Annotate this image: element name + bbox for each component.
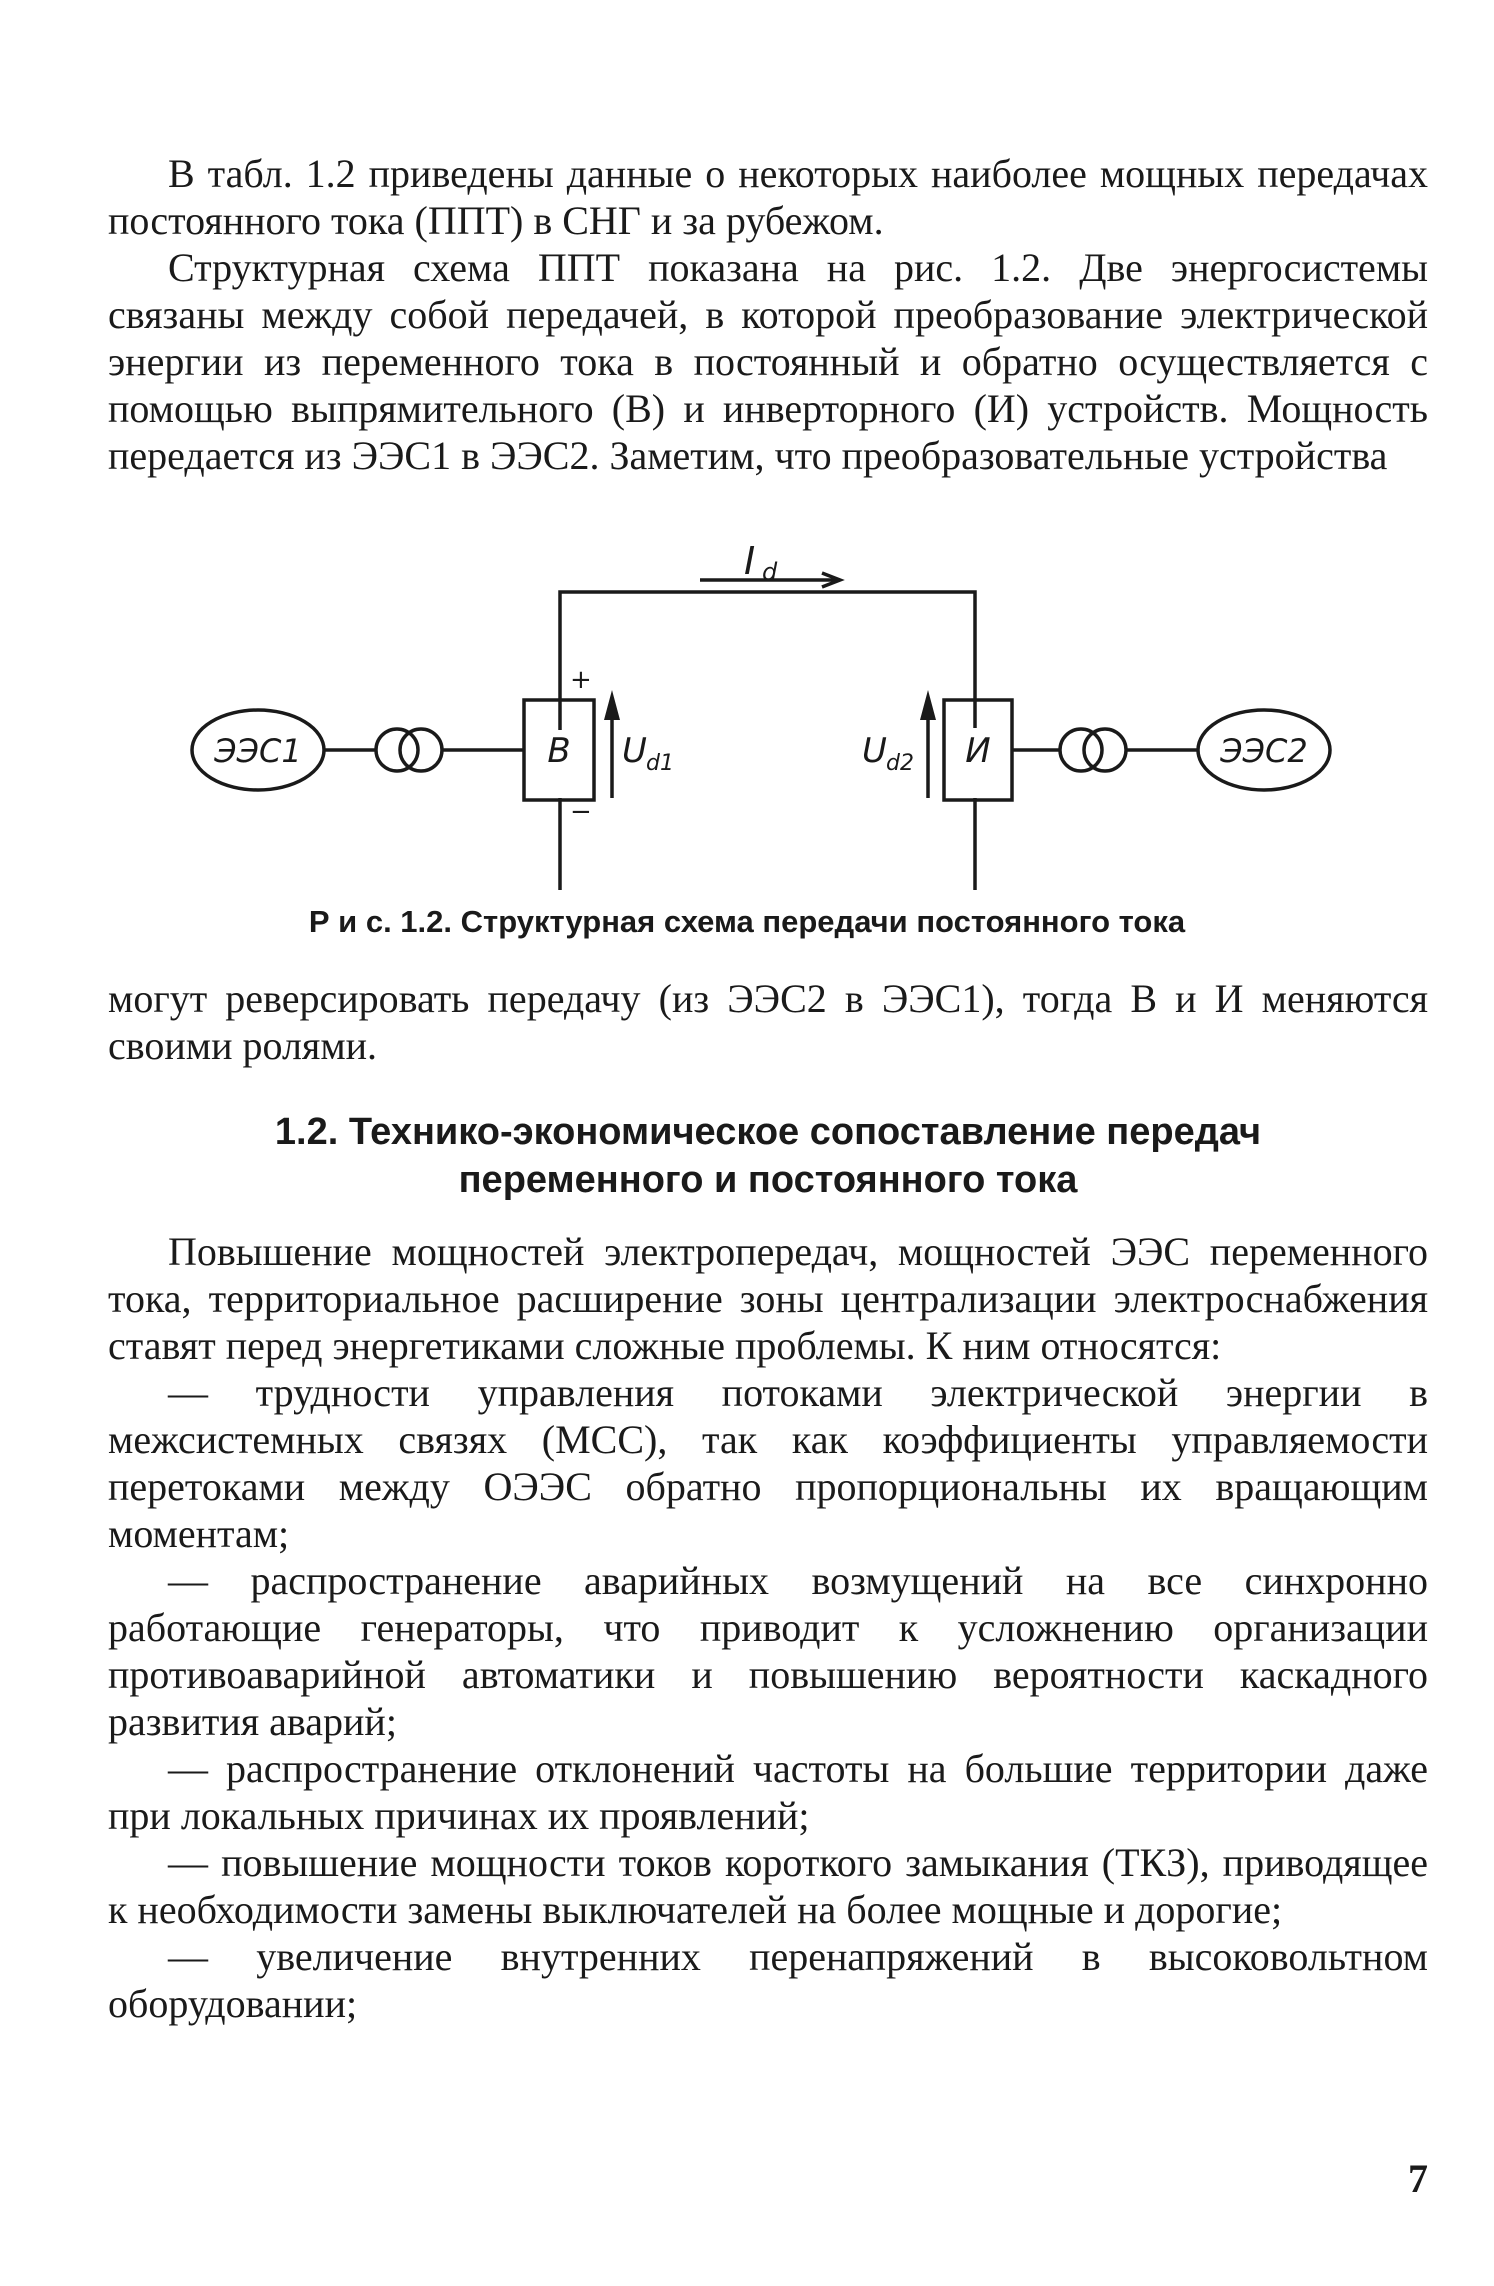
page-number: 7 — [1408, 2156, 1428, 2201]
paragraph-structure: Структурная схема ППТ показана на рис. 1.2. Две энергосистемы связаны между собой передачей, в которой преобразование электрической энергии из переменного тока в постоянный и обратно осуществляется с помощью выпрямительного (В) и инверторного (И) устройств. Мощность передается из ЭЭС1 в ЭЭС2. Заметим, что преобразовательные устройства — [108, 245, 1428, 478]
rectifier-label: В — [547, 731, 571, 771]
voltage-right-sub: d2 — [886, 751, 914, 776]
section-heading-line2: переменного и постоянного тока — [458, 1159, 1078, 1201]
bullet-item: — распространение аварийных возмущений на все синхронно работающие генераторы, что приводит к усложнению организации противоаварийной автоматики и повышению вероятности каскадного развития аварий; — [108, 1558, 1428, 1744]
inverter-label: И — [965, 731, 991, 771]
voltage-left-label: U — [622, 731, 647, 771]
current-sub: d — [762, 558, 778, 586]
bullet-item: — трудности управления потоками электрической энергии в межсистемных связях (МСС), так как коэффициенты управляемости перетоками между ОЭЭС обратно пропорциональны их вращающим моментам; — [108, 1370, 1428, 1556]
bullet-item: — повышение мощности токов короткого замыкания (ТКЗ), приводящее к необходимости замены выключателей на более мощные и дорогие; — [108, 1840, 1428, 1932]
current-label: I — [744, 539, 756, 583]
hvdc-diagram — [0, 530, 1494, 890]
bullet-item: — увеличение внутренних перенапряжений в высоковольтном оборудовании; — [108, 1934, 1428, 2026]
dc-line-top — [560, 592, 975, 730]
system-right-label: ЭЭС2 — [1220, 732, 1308, 770]
voltage-right-label: U — [862, 731, 887, 771]
system-left-label: ЭЭС1 — [214, 732, 302, 770]
voltage-left-sub: d1 — [646, 751, 674, 776]
minus-sign: − — [570, 797, 592, 827]
section-heading-line1: 1.2. Технико-экономическое сопоставление передач — [274, 1111, 1262, 1153]
top-text — [108, 150, 1428, 479]
paragraph-intro: Повышение мощностей электропередач, мощностей ЭЭС переменного тока, территориальное расширение зоны централизации электроснабжения ставят перед энергетиками сложные проблемы. К ним относятся: — [108, 1229, 1428, 1368]
body-text — [108, 1228, 1428, 2027]
plus-sign: + — [570, 665, 592, 695]
paragraph-reverse: могут реверсировать передачу (из ЭЭС2 в ЭЭС1), тогда В и И меняются своими ролями. — [108, 976, 1428, 1068]
figure-caption: Р и с. 1.2. Структурная схема передачи постоянного тока — [308, 904, 1186, 939]
paragraph-table-ref: В табл. 1.2 приведены данные о некоторых наиболее мощных передачах постоянного тока (ППТ) в СНГ и за рубежом. — [108, 151, 1428, 243]
bullet-item: — распространение отклонений частоты на большие территории даже при локальных причинах их проявлений; — [108, 1746, 1428, 1838]
after-figure-text — [108, 975, 1428, 1069]
section-heading — [108, 1108, 1428, 1204]
dc-line-bottom — [560, 798, 975, 890]
